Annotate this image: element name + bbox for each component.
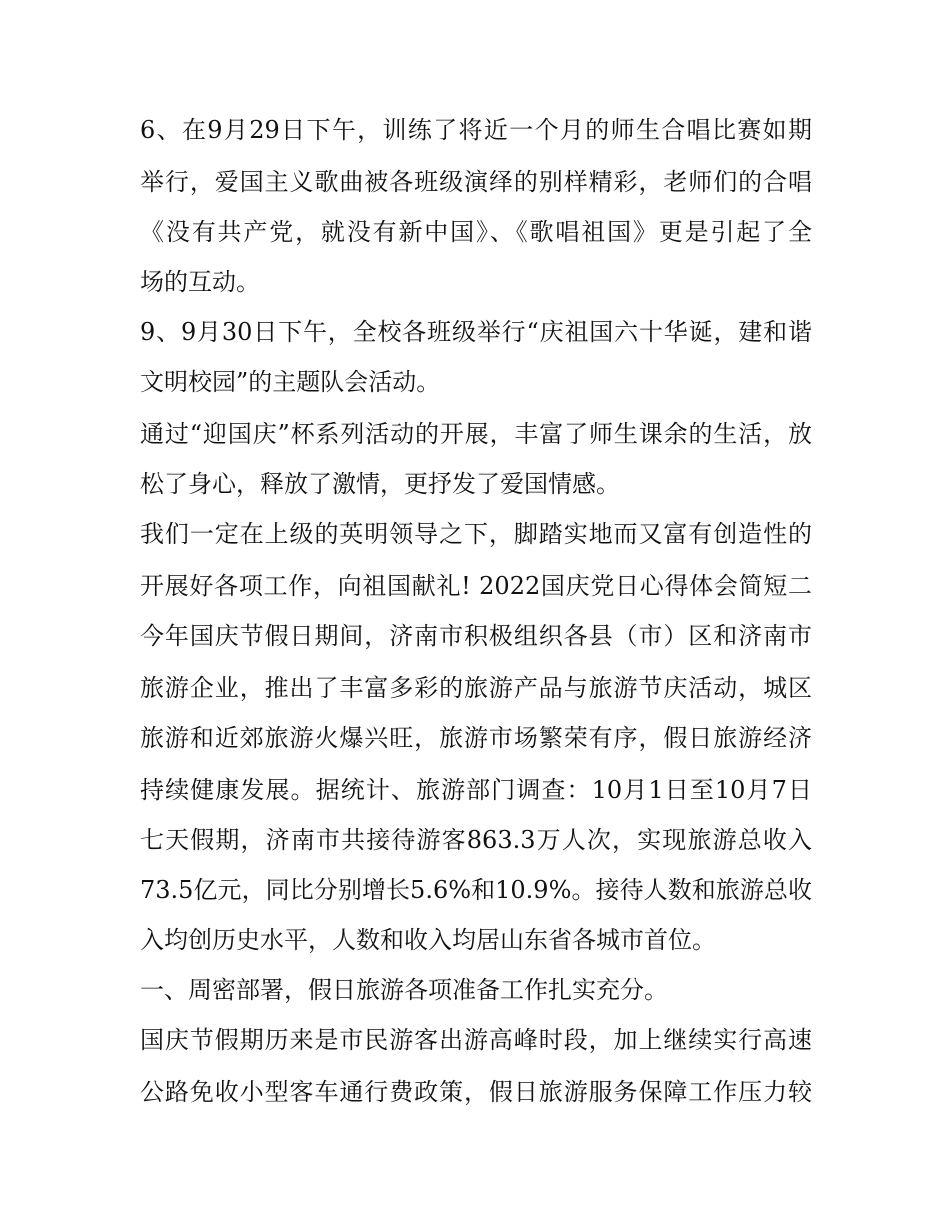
text-line: 9、9月30日下午，全校各班级举行“庆祖国六十华诞，建和谐 xyxy=(140,318,812,346)
text-line: 今年国庆节假日期间，济南市积极组织各县（市）区和济南市 xyxy=(140,622,812,650)
text-line: 持续健康发展。据统计、旅游部门调查：10月1日至10月7日 xyxy=(140,776,812,804)
text-line: 国庆节假期历来是市民游客出游高峰时段，加上继续实行高速 xyxy=(140,1026,812,1054)
text-line: 松了身心，释放了激情，更抒发了爱国情感。 xyxy=(140,470,620,498)
text-line: 公路免收小型客车通行费政策，假日旅游服务保障工作压力较 xyxy=(140,1078,812,1106)
text-line: 《没有共产党，就没有新中国》、《歌唱祖国》更是引起了全 xyxy=(140,218,812,246)
text-line: 73.5亿元，同比分别增长5.6%和10.9%。接待人数和旅游总收 xyxy=(140,876,812,904)
text-line: 场的互动。 xyxy=(140,268,260,296)
text-line: 我们一定在上级的英明领导之下，脚踏实地而又富有创造性的 xyxy=(140,520,812,548)
text-line: 入均创历史水平，人数和收入均居山东省各城市首位。 xyxy=(140,926,716,954)
text-line: 旅游和近郊旅游火爆兴旺，旅游市场繁荣有序，假日旅游经济 xyxy=(140,724,812,752)
text-line: 七天假期，济南市共接待游客863.3万人次，实现旅游总收入 xyxy=(140,826,812,854)
text-line: 文明校园”的主题队会活动。 xyxy=(140,368,441,396)
text-line: 通过“迎国庆”杯系列活动的开展，丰富了师生课余的生活，放 xyxy=(140,420,812,448)
text-line: 开展好各项工作，向祖国献礼! 2022国庆党日心得体会简短二 xyxy=(140,572,812,600)
text-line: 举行，爱国主义歌曲被各班级演绎的别样精彩，老师们的合唱 xyxy=(140,168,812,196)
text-line: 一、周密部署，假日旅游各项准备工作扎实充分。 xyxy=(140,976,668,1004)
text-line: 6、在9月29日下午，训练了将近一个月的师生合唱比赛如期 xyxy=(140,116,812,144)
text-line: 旅游企业，推出了丰富多彩的旅游产品与旅游节庆活动，城区 xyxy=(140,674,812,702)
